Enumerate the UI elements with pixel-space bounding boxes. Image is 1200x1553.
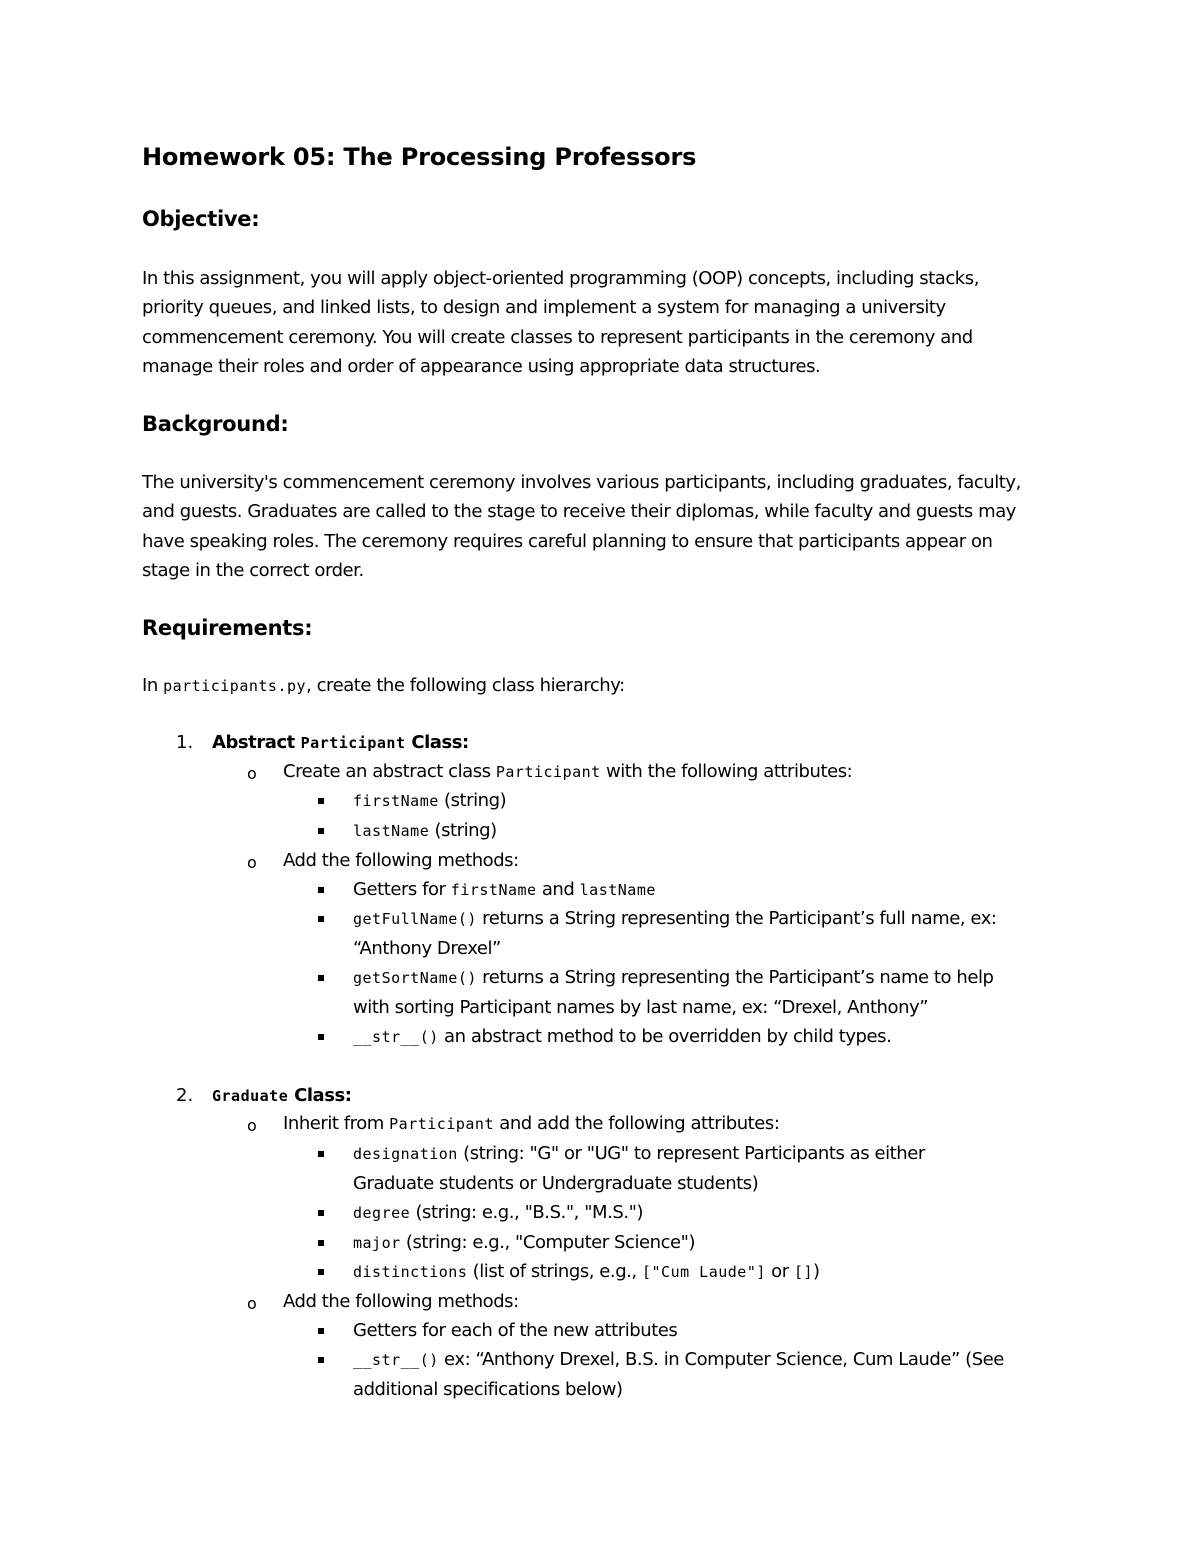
square-bullet-icon — [318, 798, 324, 804]
m4-code: __str__() — [353, 1028, 439, 1046]
item2-method-1: Getters for each of the new attributes — [353, 1320, 678, 1341]
item1-method-2 — [353, 908, 997, 929]
item1-bullet-b: Add the following methods: — [283, 850, 519, 871]
m3-code: getSortName() — [353, 969, 477, 987]
requirements-intro — [142, 675, 625, 696]
attr1-code: firstName — [353, 792, 439, 810]
background-line-1: The university's commencement ceremony involves various participants, including graduates, faculty, — [142, 472, 1021, 493]
item1-bullet-a-post: with the following attributes: — [600, 761, 853, 782]
intro-pre: In — [142, 675, 164, 696]
square-bullet-icon — [318, 1210, 324, 1216]
item1-bullet-a-icon: o — [247, 764, 257, 783]
item2-bullet-b: Add the following methods: — [283, 1291, 519, 1312]
square-bullet-icon — [318, 1240, 324, 1246]
item2-attr-1-cont: Graduate students or Undergraduate students) — [353, 1173, 759, 1194]
item2-attr-4 — [353, 1261, 820, 1282]
item2-label-post: Class: — [288, 1085, 352, 1106]
a4-text: (list of strings, e.g., — [467, 1261, 642, 1282]
m4-text: an abstract method to be overridden by child types. — [438, 1026, 892, 1047]
intro-post: , create the following class hierarchy: — [306, 675, 625, 696]
item2-attr-1 — [353, 1143, 925, 1164]
a4-mid: or — [765, 1261, 794, 1282]
a3-code: major — [353, 1234, 401, 1252]
m1-pre: Getters for — [353, 879, 451, 900]
square-bullet-icon — [318, 1034, 324, 1040]
background-heading: Background: — [142, 412, 289, 436]
page-title: Homework 05: The Processing Professors — [142, 143, 697, 171]
square-bullet-icon — [318, 1151, 324, 1157]
square-bullet-icon — [318, 916, 324, 922]
background-line-2: and guests. Graduates are called to the stage to receive their diplomas, while faculty and guests may — [142, 501, 1016, 522]
m2-text: returns a String representing the Participant’s full name, ex: — [476, 908, 997, 929]
item1-method-3-cont: with sorting Participant names by last name, ex: “Drexel, Anthony” — [353, 997, 929, 1018]
a2-text: (string: e.g., "B.S.", "M.S.") — [410, 1202, 644, 1223]
item2-method-2 — [353, 1349, 1004, 1370]
b2-code: __str__() — [353, 1351, 439, 1369]
a4-code: distinctions — [353, 1263, 468, 1281]
item1-bullet-a-code: Participant — [495, 763, 601, 781]
requirements-heading: Requirements: — [142, 616, 313, 640]
item1-method-3 — [353, 967, 993, 988]
item2-method-2-cont: additional specifications below) — [353, 1379, 623, 1400]
item1-label — [212, 732, 469, 753]
a1-code: designation — [353, 1145, 458, 1163]
attr2-code: lastName — [353, 822, 430, 840]
objective-line-2: priority queues, and linked lists, to design and implement a system for managing a university — [142, 297, 946, 318]
item1-bullet-a-pre: Create an abstract class — [283, 761, 496, 782]
square-bullet-icon — [318, 887, 324, 893]
item1-method-1 — [353, 879, 656, 900]
item2-attr-3 — [353, 1232, 695, 1253]
item2-number: 2. — [176, 1085, 194, 1106]
a4-code2: ["Cum Laude"] — [641, 1263, 766, 1281]
item1-attr-1 — [353, 790, 506, 811]
a4-end: ) — [813, 1261, 820, 1282]
square-bullet-icon — [318, 1357, 324, 1363]
item1-attr-2 — [353, 820, 497, 841]
item1-method-4 — [353, 1026, 891, 1047]
a2-code: degree — [353, 1204, 411, 1222]
a4-code3: [] — [793, 1263, 814, 1281]
square-bullet-icon — [318, 1269, 324, 1275]
item2-attr-2 — [353, 1202, 643, 1223]
item2-label — [212, 1085, 352, 1106]
item1-label-post: Class: — [405, 732, 469, 753]
background-line-3: have speaking roles. The ceremony requires careful planning to ensure that participants appear on — [142, 531, 993, 552]
a3-text: (string: e.g., "Computer Science") — [400, 1232, 696, 1253]
item1-bullet-a — [283, 761, 852, 782]
square-bullet-icon — [318, 1328, 324, 1334]
objective-line-1: In this assignment, you will apply object-oriented programming (OOP) concepts, including stacks, — [142, 268, 979, 289]
item2-bullet-b-icon: o — [247, 1294, 257, 1313]
item2-bullet-a — [283, 1113, 779, 1134]
background-line-4: stage in the correct order. — [142, 560, 364, 581]
intro-code: participants.py — [163, 677, 307, 695]
item2-bullet-a-post: and add the following attributes: — [493, 1113, 780, 1134]
item1-number: 1. — [176, 732, 194, 753]
attr2-text: (string) — [429, 820, 497, 841]
item2-bullet-a-code: Participant — [389, 1115, 494, 1133]
item1-bullet-b-icon: o — [247, 853, 257, 872]
item1-method-2-cont: “Anthony Drexel” — [353, 938, 501, 959]
m1-mid: and — [536, 879, 580, 900]
square-bullet-icon — [318, 828, 324, 834]
square-bullet-icon — [318, 975, 324, 981]
b2-text: ex: “Anthony Drexel, B.S. in Computer Science, Cum Laude” (See — [438, 1349, 1004, 1370]
m1-code2: lastName — [579, 881, 656, 899]
a1-text: (string: "G" or "UG" to represent Participants as either — [457, 1143, 925, 1164]
m3-text: returns a String representing the Participant’s name to help — [476, 967, 994, 988]
m2-code: getFullName() — [353, 910, 477, 928]
item1-label-pre: Abstract — [212, 732, 301, 753]
item2-bullet-a-pre: Inherit from — [283, 1113, 390, 1134]
attr1-text: (string) — [438, 790, 507, 811]
objective-line-4: manage their roles and order of appearance using appropriate data structures. — [142, 356, 821, 377]
objective-line-3: commencement ceremony. You will create classes to represent participants in the ceremony and — [142, 327, 973, 348]
item2-label-code: Graduate — [212, 1087, 289, 1105]
m1-code1: firstName — [450, 881, 537, 899]
objective-heading: Objective: — [142, 207, 260, 231]
item1-label-code: Participant — [300, 734, 406, 752]
item2-bullet-a-icon: o — [247, 1116, 257, 1135]
